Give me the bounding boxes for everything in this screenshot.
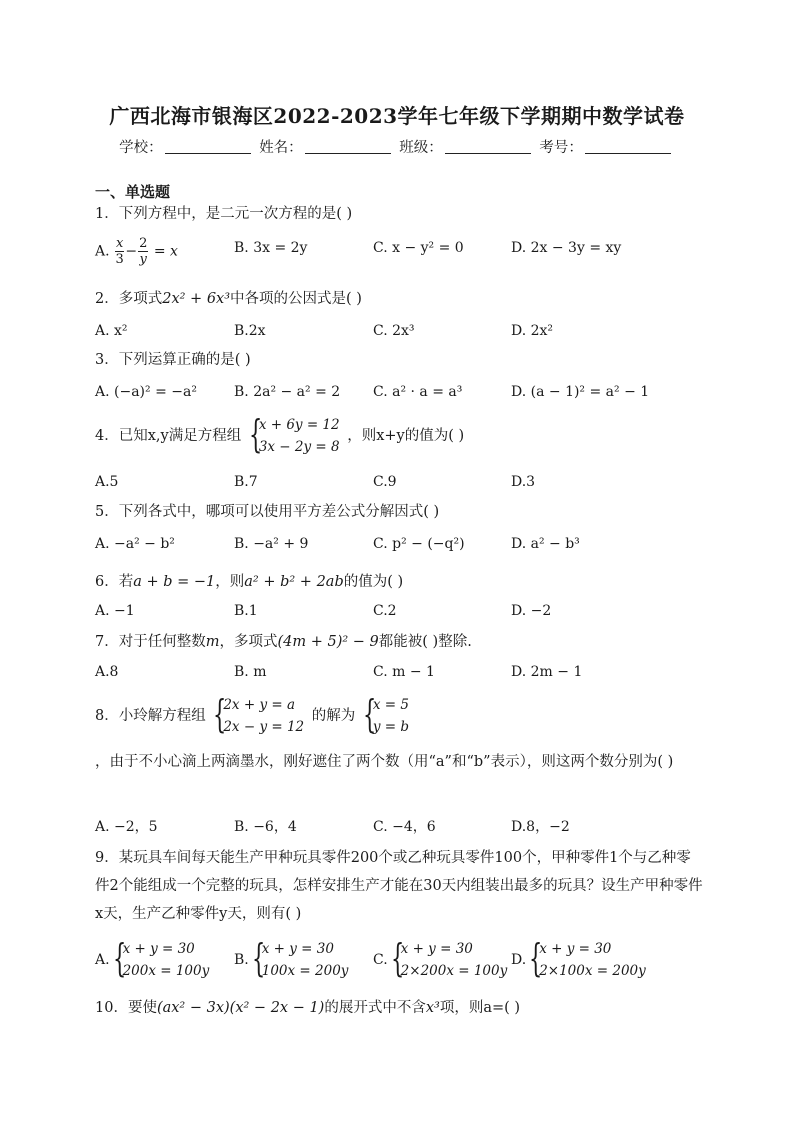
option-c: C. −4，6 <box>373 819 436 835</box>
option-b: B. 3x = 2y <box>234 240 308 256</box>
option-d: D. { x + y = 30 2×100x = 200y <box>511 936 646 980</box>
option-c: C. { x + y = 30 2×200x = 100y <box>373 936 508 980</box>
option-d: D. 2x − 3y = xy <box>511 240 622 256</box>
solution-system: { x = 5 y = b <box>362 692 410 736</box>
option-a: A. −1 <box>95 603 135 619</box>
name-blank <box>305 139 391 154</box>
option-c: C. a² · a = a³ <box>373 384 463 400</box>
question-3: 3．下列运算正确的是( ) <box>95 352 251 368</box>
equation-system: { x + y = 30 2×200x = 100y <box>390 936 508 980</box>
option-b: B. −6，4 <box>234 819 297 835</box>
option-d: D. a² − b³ <box>511 536 580 552</box>
name-label: 姓名： <box>259 140 303 156</box>
question-8: 8．小玲解方程组 { 2x + y = a 2x − y = 12 的解为 { x = 5 y = b <box>95 692 410 736</box>
question-5: 5．下列各式中，哪项可以使用平方差公式分解因式( ) <box>95 504 440 520</box>
fraction: $\frac{x}{3}$ <box>115 236 124 267</box>
section-heading: 一、单选题 <box>95 183 171 201</box>
option-c: C.2 <box>373 603 397 619</box>
option-b: B. −a² + 9 <box>234 536 309 552</box>
page-title: 广西北海市银海区2022-2023学年七年级下学期期中数学试卷 <box>109 104 685 128</box>
option-a: A.5 <box>95 474 119 490</box>
option-a: A.8 <box>95 664 119 680</box>
fraction: $\frac{2}{y}$ <box>139 236 148 267</box>
question-10: 10．要使(ax² − 3x)(x² − 2x − 1)的展开式中不含x³项，则a=( ) <box>95 1000 521 1016</box>
option-d: D.3 <box>511 474 536 490</box>
exam-no-label: 考号： <box>539 140 583 156</box>
equation-system: { x + y = 30 100x = 200y <box>251 936 349 980</box>
option-b: B.2x <box>234 323 266 339</box>
option-d: D.8，−2 <box>511 819 570 835</box>
option-d: D. −2 <box>511 603 552 619</box>
option-d: D. 2x² <box>511 323 554 339</box>
option-a: A. −2，5 <box>95 819 158 835</box>
option-c: C. p² − (−q²) <box>373 536 465 552</box>
question-7: 7．对于任何整数m，多项式(4m + 5)² − 9都能被( )整除. <box>95 634 472 650</box>
option-a: A. (−a)² = −a² <box>95 384 197 400</box>
option-c: C.9 <box>373 474 397 490</box>
class-blank <box>445 139 531 154</box>
option-b: B. m <box>234 664 267 680</box>
equation-system: { 2x + y = a 2x − y = 12 <box>213 692 305 736</box>
option-b: B. 2a² − a² = 2 <box>234 384 341 400</box>
exam-no-blank <box>585 139 671 154</box>
option-a: A. x² <box>95 323 128 339</box>
option-c: C. x − y² = 0 <box>373 240 464 256</box>
class-label: 班级： <box>399 140 443 156</box>
student-info-line <box>0 136 794 157</box>
question-2: 2．多项式2x² + 6x³中各项的公因式是( ) <box>95 291 362 307</box>
question-4: 4．已知x,y满足方程组 { x + 6y = 12 3x − 2y = 8 ，则x+y的值为( ) <box>95 412 465 456</box>
option-d: D. 2m − 1 <box>511 664 583 680</box>
option-a: A. { x + y = 30 200x = 100y <box>95 936 210 980</box>
equation-system: { x + y = 30 2×100x = 200y <box>529 936 646 980</box>
option-c: C. 2x³ <box>373 323 415 339</box>
option-a: A. $\frac{x}{3}$ − $\frac{2}{y}$ = x <box>95 236 178 267</box>
equation-system: { x + 6y = 12 3x − 2y = 8 <box>248 412 340 456</box>
question-1: 1．下列方程中，是二元一次方程的是( ) <box>95 206 353 222</box>
question-8-text: ，由于不小心滴上两滴墨水，刚好遮住了两个数（用“a”和“b”表示），则这两个数分别为( ) <box>95 754 674 770</box>
question-9: 9．某玩具车间每天能生产甲种玩具零件200个或乙种玩具零件100个，甲种零件1个与乙种零件2个能组成一个完整的玩具，怎样安排生产才能在30天内组装出最多的玩具？设生产甲种零件x天，生产乙种零件y天，则有( ) <box>95 850 703 922</box>
option-c: C. m − 1 <box>373 664 435 680</box>
question-6: 6．若a + b = −1，则a² + b² + 2ab的值为( ) <box>95 574 404 590</box>
option-b: B.1 <box>234 603 258 619</box>
equation-system: { x + y = 30 200x = 100y <box>112 936 210 980</box>
school-blank <box>165 139 251 154</box>
option-b: B.7 <box>234 474 258 490</box>
option-b: B. { x + y = 30 100x = 200y <box>234 936 349 980</box>
option-d: D. (a − 1)² = a² − 1 <box>511 384 650 400</box>
school-label: 学校： <box>119 140 163 156</box>
option-a: A. −a² − b² <box>95 536 175 552</box>
